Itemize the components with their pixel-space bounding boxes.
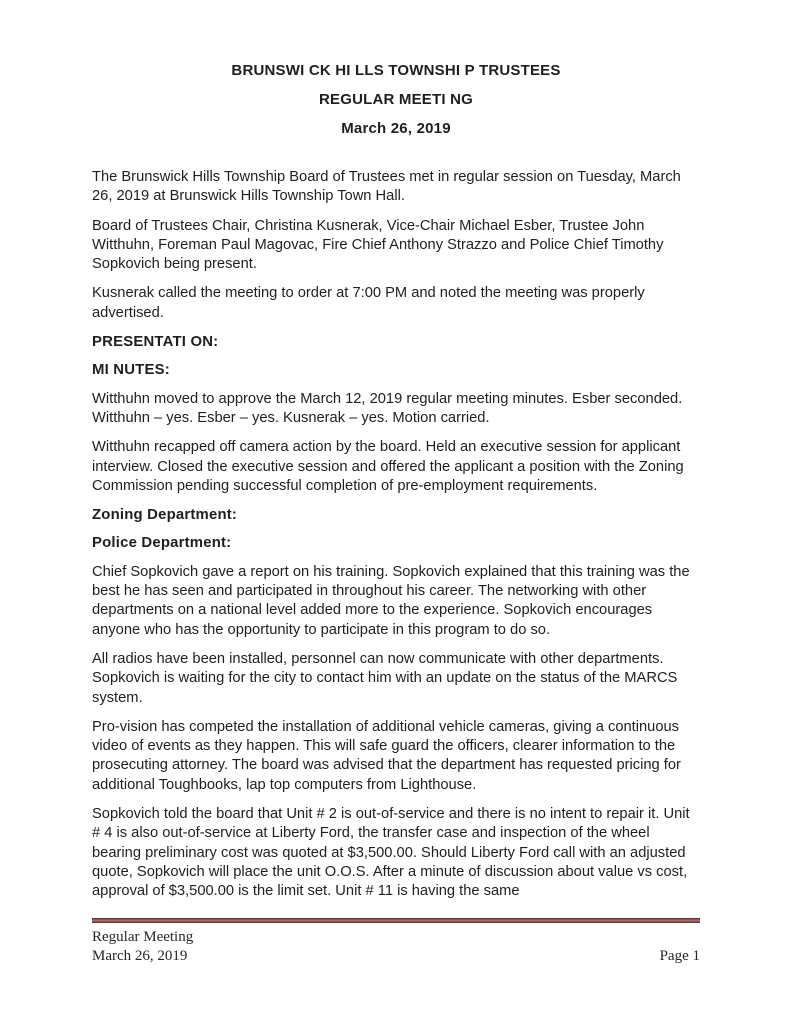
section-heading: MI NUTES:: [92, 362, 170, 379]
body-paragraph: Witthuhn recapped off camera action by the board. Held an executive session for applicant interview. Closed the executive session and offered the applicant a position with the Zoning Commission pending successful completion of pre-employment requirements.: [92, 439, 684, 494]
body-paragraph: Kusnerak called the meeting to order at 7:00 PM and noted the meeting was properly advertised.: [92, 285, 645, 321]
section-heading: Zoning Department:: [92, 507, 238, 524]
body-paragraph: All radios have been installed, personnel can now communicate with other departments. Sopkovich is waiting for the city to contact him with an update on the status of the MARCS system.: [92, 650, 678, 706]
document-title-line: March 26, 2019: [341, 120, 451, 137]
body-paragraph: Board of Trustees Chair, Christina Kusnerak, Vice-Chair Michael Esber, Trustee John Witthuhn, Foreman Paul Magovac, Fire Chief Anthony Strazzo and Police Chief Timothy Sopkovich being present.: [92, 217, 664, 273]
document-body: [92, 168, 700, 902]
footer-left: [92, 928, 193, 965]
body-paragraph: Chief Sopkovich gave a report on his training. Sopkovich explained that this training was the best he has seen and participated in throughout his career. The networking with other departments on a national level added more to the experience. Sopkovich encourages anyone who has the opportunity to participate in this program to do so.: [92, 563, 690, 638]
document-title-line: REGULAR MEETI NG: [318, 91, 474, 108]
section-heading: Police Department:: [92, 535, 232, 552]
footer-page-number: Page 1: [659, 947, 700, 964]
footer-date: March 26, 2019: [92, 947, 188, 964]
footer-doc-type: Regular Meeting: [92, 929, 194, 945]
footer-text: [92, 928, 700, 965]
body-paragraph: Witthuhn moved to approve the March 12, 2019 regular meeting minutes. Esber seconded. Witthuhn – yes. Esber – yes. Kusnerak – yes. Motion carried.: [92, 390, 683, 426]
page-footer: [92, 918, 700, 965]
document-content: [92, 56, 700, 912]
section-heading: PRESENTATI ON:: [92, 334, 219, 351]
body-paragraph: The Brunswick Hills Township Board of Trustees met in regular session on Tuesday, March 26, 2019 at Brunswick Hills Township Town Hall.: [92, 169, 681, 205]
document-title-block: [92, 56, 700, 143]
body-paragraph: Pro-vision has competed the installation of additional vehicle cameras, giving a continuous video of events as they happen. This will safe guard the officers, clearer information to the prosecuting attorney. The board was advised that the department has requested pricing for additional Toughbooks, lap top computers from Lighthouse.: [92, 718, 681, 793]
document-title-line: BRUNSWI CK HI LLS TOWNSHI P TRUSTEES: [231, 62, 561, 79]
body-paragraph: Sopkovich told the board that Unit # 2 is out-of-service and there is no intent to repair it. Unit # 4 is also out-of-service at Liberty Ford, the transfer case and inspection of the wheel bearing preliminary cost was quoted at $3,500.00. Should Liberty Ford call with an adjusted quote, Sopkovich will place the unit O.O.S. After a minute of discussion about value vs cost, approval of $3,500.00 is the limit set. Unit # 11 is having the same: [92, 806, 690, 900]
footer-rule: [92, 918, 700, 923]
